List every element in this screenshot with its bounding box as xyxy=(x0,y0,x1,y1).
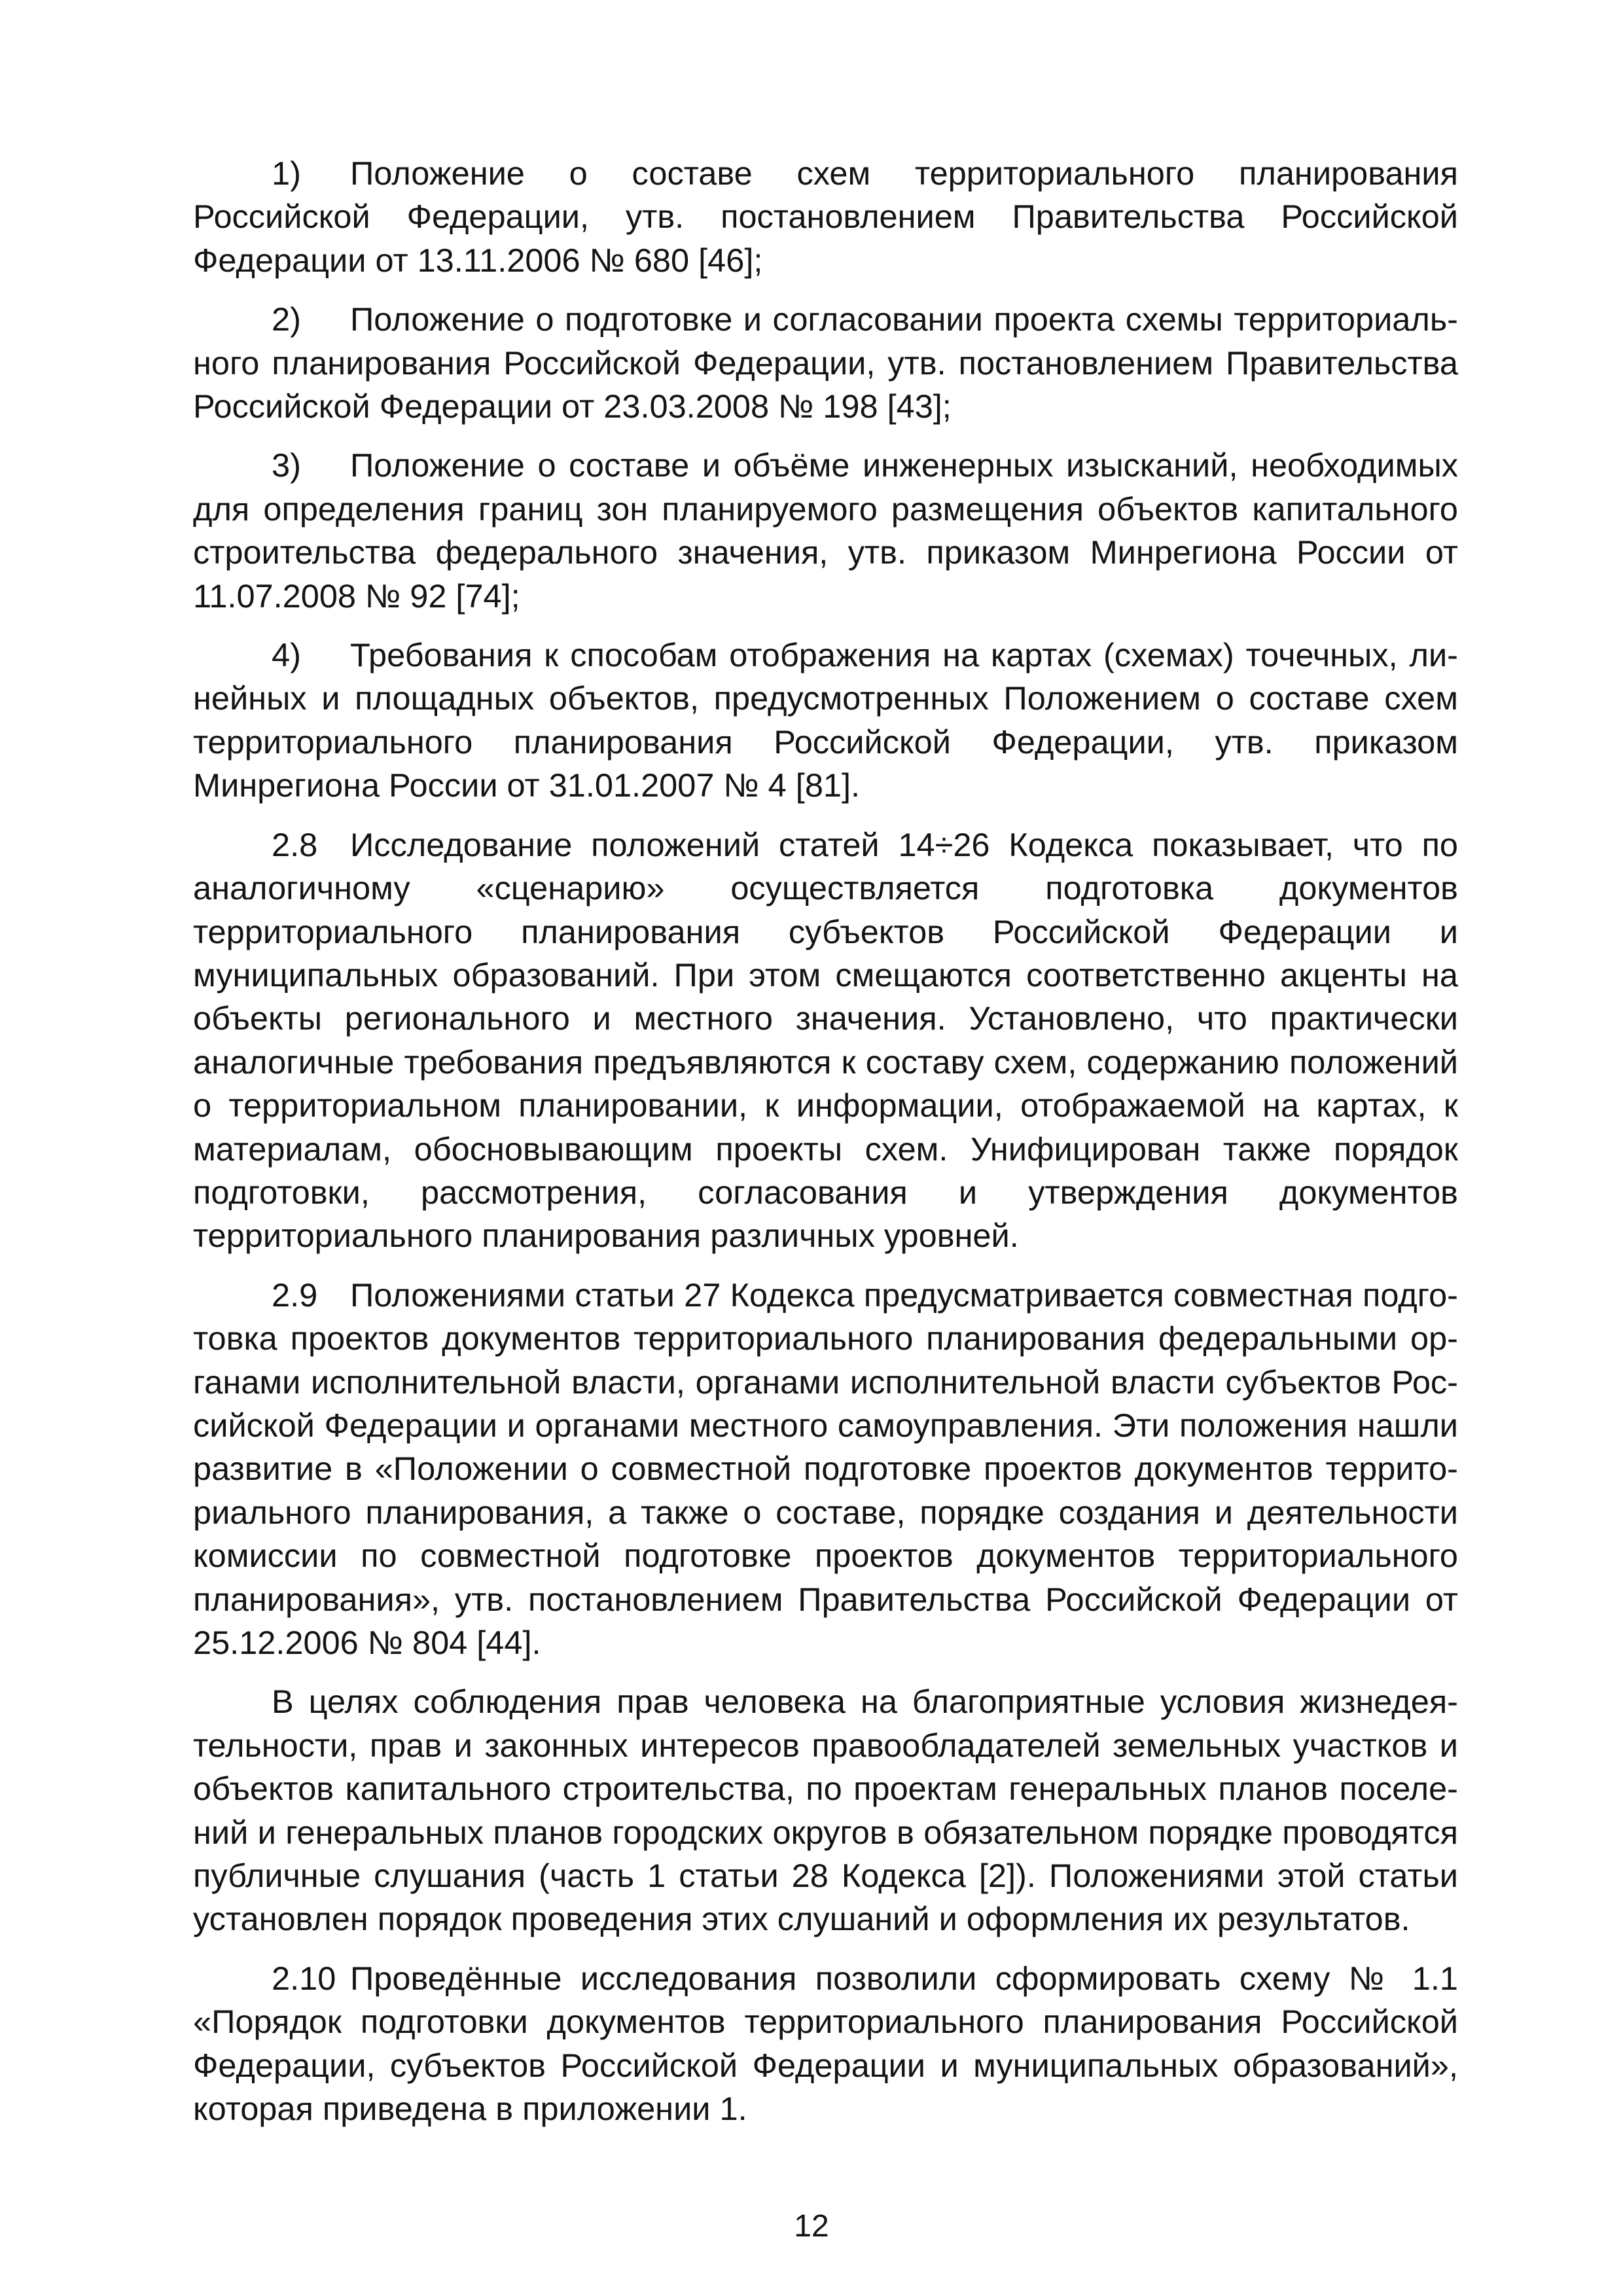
paragraph-text: В целях соблюдения прав человека на благоприятные условия жизнедеятельности, прав и законных интересов правообладателей земельных участков и объектов капитального строительства, по проектам генеральных планов поселений и генеральных планов городских округов в обязательном порядке проводятся публичные слушания (часть 1 статьи 28 Кодекса [2]). Положениями этой статьи установлен порядок проведения этих слушаний и оформления их результатов. xyxy=(193,1683,1458,1938)
list-item-number: 2) xyxy=(272,300,301,338)
section-text: Положениями статьи 27 Кодекса предусматривается совместная подготовка проектов документов территориального планирования федеральными органами исполнительной власти, органами исполнительной власти субъектов Российской Федерации и органами местного самоуправления. Эти положения нашли развитие в «Положении о совместной подготовке проектов документов территориального планирования, а также о составе, порядке создания и деятельности комиссии по совместной подготовке проектов документов территориального планирования», утв. постановлением Правительства Российской Федерации от 25.12.2006 № 804 [44]. xyxy=(193,1276,1458,1661)
list-item-number: 3) xyxy=(272,446,301,484)
list-item-1 xyxy=(193,152,1458,282)
paragraph-public-hearings xyxy=(193,1680,1458,1941)
section-number: 2.8 xyxy=(272,825,318,863)
section-number: 2.10 xyxy=(272,1959,336,1997)
section-text: Исследование положений статей 14÷26 Кодекса показывает, что по аналогичному «сценарию» осуществляется подготовка документов территориального планирования субъектов Российской Федерации и муниципальных образований. При этом смещаются соответственно акценты на объекты регионального и местного значения. Установлено, что практически аналогичные требования предъявляются к составу схем, содержанию положений о территориальном планировании, к информации, отображаемой на картах, к материалам, обосновывающим проекты схем. Унифицирован также порядок подготовки, рассмотрения, согласования и утверждения документов территориального планирования различных уровней. xyxy=(193,825,1458,1255)
list-item-text: Положение о подготовке и согласовании проекта схемы территориального планирования Российской Федерации, утв. постановлением Правительства Российской Федерации от 23.03.2008 № 198 [43]; xyxy=(193,300,1458,425)
section-2-9 xyxy=(193,1274,1458,1665)
list-item-text: Положение о составе схем территориального планирования Российской Федерации, утв. постановлением Правительства Российской Федерации от 13.11.2006 № 680 [46]; xyxy=(193,154,1458,279)
list-item-text: Положение о составе и объёме инженерных изысканий, необходимых для определения границ зон планируемого размещения объектов капитального строительства федерального значения, утв. приказом Минрегиона России от 11.07.2008 № 92 [74]; xyxy=(193,446,1458,615)
section-2-8 xyxy=(193,823,1458,1258)
body-text xyxy=(193,152,1458,2146)
list-item-4 xyxy=(193,634,1458,808)
section-text: Проведённые исследования позволили сформировать схему № 1.1 «Порядок подготовки документов территориального планирования Российской Федерации, субъектов Российской Федерации и муниципальных образований», которая приведена в приложении 1. xyxy=(193,1959,1458,2128)
list-item-number: 1) xyxy=(272,154,301,192)
list-item-text: Требования к способам отображения на картах (схемах) точечных, линейных и площадных объектов, предусмотренных Положением о составе схем территориального планирования Российской Федерации, утв. приказом Минрегиона России от 31.01.2007 № 4 [81]. xyxy=(193,636,1458,804)
section-2-10 xyxy=(193,1957,1458,2131)
section-number: 2.9 xyxy=(272,1276,318,1314)
page-number: 12 xyxy=(794,2209,829,2244)
list-item-number: 4) xyxy=(272,636,301,674)
list-item-3 xyxy=(193,444,1458,618)
list-item-2 xyxy=(193,298,1458,428)
